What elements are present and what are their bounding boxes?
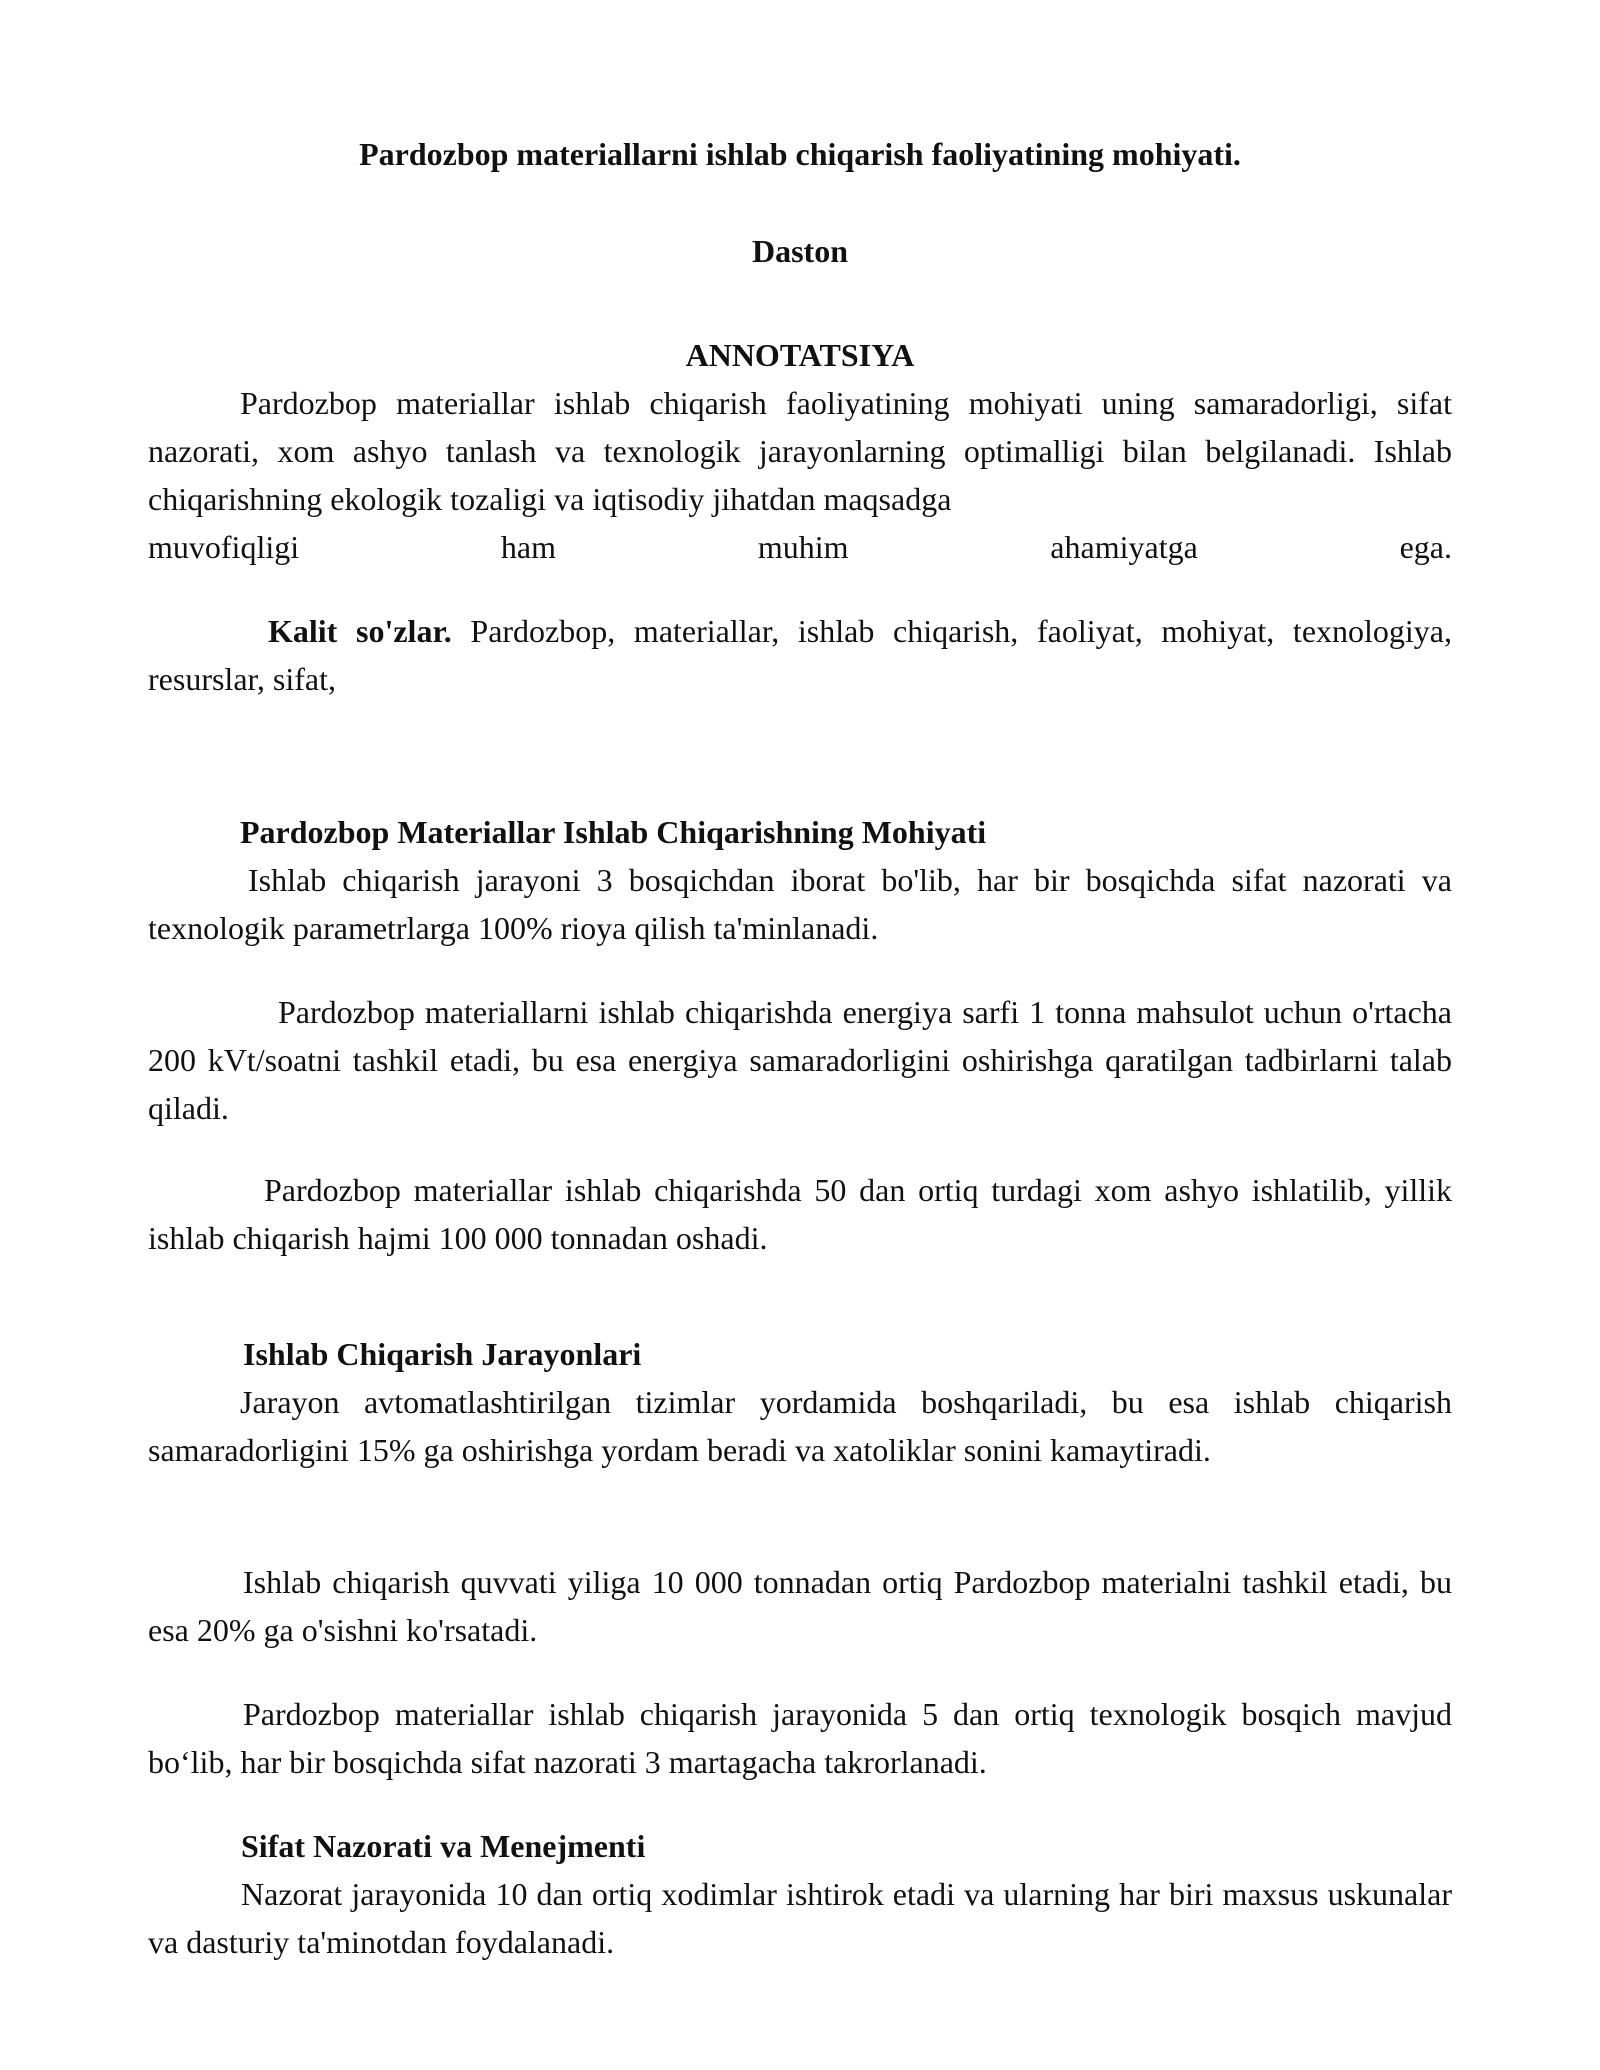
section-paragraph: Pardozbop materiallar ishlab chiqarishda 50 dan ortiq turdagi xom ashyo ishlatilib, yillik ishlab chiqarish hajmi 100 000 tonnadan oshadi.: [148, 1172, 1452, 1256]
keywords-label: Kalit so'zlar.: [268, 613, 452, 649]
annotation-paragraph-last-line: muvofiqligi ham muhim ahamiyatga ega.: [148, 529, 1452, 565]
keywords-paragraph: [148, 607, 1452, 703]
section-heading: Ishlab Chiqarish Jarayonlari: [243, 1336, 642, 1372]
section-heading: Sifat Nazorati va Menejmenti: [241, 1828, 646, 1864]
section-paragraph: Nazorat jarayonida 10 dan ortiq xodimlar ishtirok etadi va ularning har biri maxsus uskunalar va dasturiy ta'minotdan foydalanadi.: [148, 1876, 1452, 1960]
section-heading: Pardozbop Materiallar Ishlab Chiqarishning Mohiyati: [240, 814, 987, 850]
annotation-paragraph: Pardozbop materiallar ishlab chiqarish faoliyatining mohiyati uning samaradorligi, sifat nazorati, xom ashyo tanlash va texnologik jarayonlarning optimalligi bilan belgilanadi. Ishlab chiqarishning ekologik tozaligi va iqtisodiy jihatdan maqsadga: [148, 385, 1452, 517]
document-title: Pardozbop materiallarni ishlab chiqarish faoliyatining mohiyati.: [359, 136, 1241, 172]
section-paragraph: Jarayon avtomatlashtirilgan tizimlar yordamida boshqariladi, bu esa ishlab chiqarish samaradorligini 15% ga oshirishga yordam beradi va xatoliklar sonini kamaytiradi.: [148, 1384, 1452, 1468]
section-paragraph: Pardozbop materiallarni ishlab chiqarishda energiya sarfi 1 tonna mahsulot uchun o'rtacha 200 kVt/soatni tashkil etadi, bu esa energiya samaradorligini oshirishga qaratilgan tadbirlarni talab qiladi.: [148, 994, 1452, 1126]
keywords-text: Pardozbop, materiallar, ishlab chiqarish, faoliyat, mohiyat, texnologiya, resurslar, sifat,: [148, 613, 1453, 697]
annotation-heading: ANNOTATSIYA: [685, 337, 915, 373]
section-paragraph: Ishlab chiqarish jarayoni 3 bosqichdan iborat bo'lib, har bir bosqichda sifat nazorati va texnologik parametrlarga 100% rioya qilish ta'minlanadi.: [148, 862, 1452, 946]
section-paragraph: Pardozbop materiallar ishlab chiqarish jarayonida 5 dan ortiq texnologik bosqich mavjud bo‘lib, har bir bosqichda sifat nazorati 3 martagacha takrorlanadi.: [148, 1696, 1452, 1780]
section-paragraph: Ishlab chiqarish quvvati yiliga 10 000 tonnadan ortiq Pardozbop materialni tashkil etadi, bu esa 20% ga o'sishni ko'rsatadi.: [148, 1564, 1452, 1648]
document-author: Daston: [751, 233, 848, 269]
